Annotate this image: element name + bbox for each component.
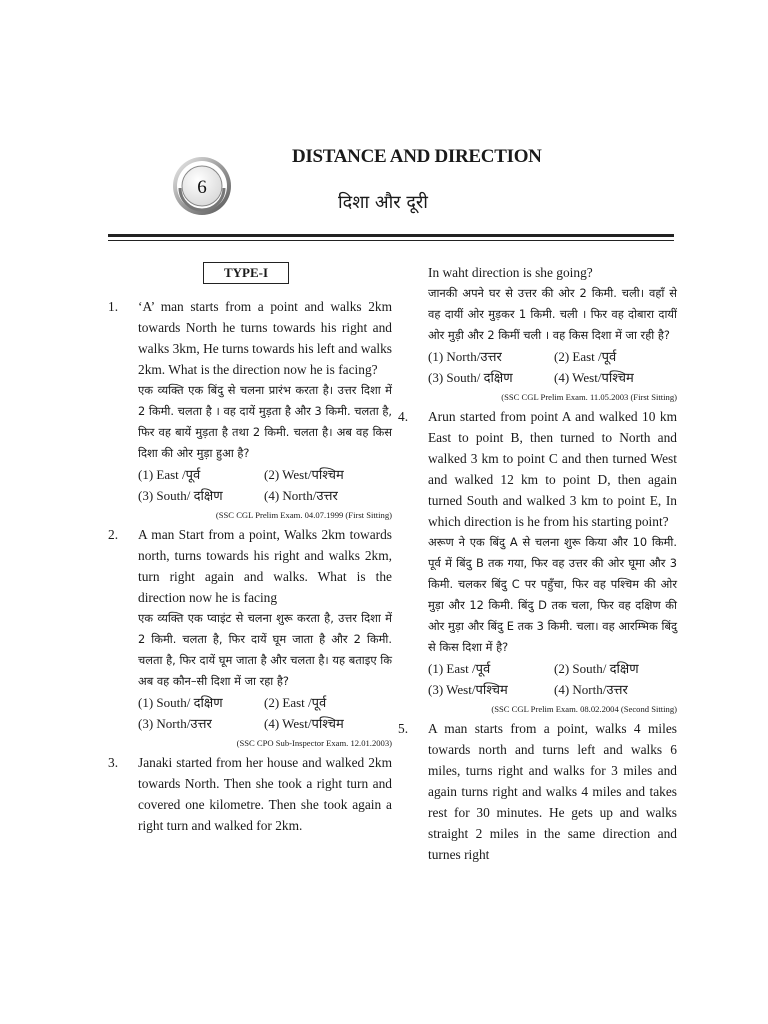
chapter-title-english: DISTANCE AND DIRECTION: [292, 146, 542, 167]
exam-source: (SSC CPO Sub-Inspector Exam. 12.01.2003): [236, 738, 392, 748]
option: (3) South/ दक्षिण: [428, 370, 513, 385]
question-number: 4.: [398, 409, 409, 424]
option: (4) West/पश्चिम: [264, 716, 344, 731]
left-column: [108, 262, 392, 836]
option: (4) North/उत्तर: [554, 682, 628, 697]
question-text-english: ‘A’ man starts from a point and walks 2km towards North he turns towards his right and walks 3km, He turns towards his left and walks 2km. What is the direction now he is facing?: [138, 299, 393, 377]
question-text-english: Arun started from point A and walked 10 km East to point B, then turned to North and walked 3 km to point C and then turned West and walked 12 km to point D, then again turned South and walked 3 km to point E, In which direction is he from his starting point?: [428, 409, 677, 529]
chapter-number: 6: [197, 177, 207, 198]
exam-source: (SSC CGL Prelim Exam. 04.07.1999 (First Sitting): [215, 510, 392, 520]
option: (4) West/पश्चिम: [554, 370, 634, 385]
question-text-hindi: एक व्यक्ति एक बिंदु से चलना प्रारंभ करता है। उत्तर दिशा में 2 किमी. चलता है । वह दायें मुड़ता है और 3 किमी. चलता है, फिर वह बायें मुड़ता है तथा 2 किमी. चलता है। अब वह किस दिशा की ओर मुड़ा हुआ है?: [138, 383, 392, 460]
section-type-label: TYPE-I: [203, 262, 289, 284]
options: [428, 346, 677, 388]
question-text-english-continued: In waht direction is she going?: [428, 265, 593, 280]
question-text-hindi: जानकी अपने घर से उत्तर की ओर 2 किमी. चली। वहाँ से वह दायीं ओर मुड़कर 1 किमी. चली । फिर वह दोबारा दायीं ओर मुड़ी और 2 किमीं चली । वह किस दिशा में जा रही है?: [428, 286, 677, 342]
question-text-english: Janaki started from her house and walked 2km towards North. Then she took a right turn and covered one kilometre. Then she took again a right turn and walked for 2km.: [138, 755, 392, 833]
options: [428, 658, 677, 700]
question-number: 2.: [108, 527, 119, 542]
option: (2) East /पूर्व: [264, 695, 327, 710]
question-3-continued: [398, 262, 677, 406]
question-text-english: A man starts from a point, walks 4 miles towards north and turns left and walks 6 miles, turns right and walks for 3 miles and again turns right and walks 4 miles and takes rest for 30 minutes. He gets up and walks straight 2 miles in the same direction and turnes right: [428, 721, 677, 862]
question-number: 1.: [108, 299, 119, 314]
option: (3) North/उत्तर: [138, 716, 212, 731]
question-text-english: A man Start from a point, Walks 2km towards north, turns towards his right and walks 2km, turn right again and walks. What is the direction now he is facing: [138, 527, 392, 605]
option: (3) West/पश्चिम: [428, 682, 508, 697]
option: (3) South/ दक्षिण: [138, 488, 223, 503]
right-column: [398, 262, 677, 865]
chapter-title-hindi: दिशा और दूरी: [338, 192, 428, 213]
header-divider-thick: [108, 234, 674, 237]
question-2: [108, 524, 392, 752]
option: (4) North/उत्तर: [264, 488, 338, 503]
option: (2) South/ दक्षिण: [554, 661, 639, 676]
option: (2) West/पश्चिम: [264, 467, 344, 482]
question-number: 5.: [398, 721, 409, 736]
question-text-hindi: एक व्यक्ति एक प्वाइंट से चलना शुरू करता है, उत्तर दिशा में 2 किमी. चलता है, फिर दायें घूम जाता है और 2 किमी. चलता है, फिर दायें घूम जाता है और चलता है। यह बताइए कि अब वह कौन–सी दिशा में जा रहा है?: [138, 611, 392, 688]
question-1: [108, 296, 392, 524]
question-5: [398, 718, 677, 865]
options: [138, 464, 392, 506]
question-3: [108, 752, 392, 836]
exam-source: (SSC CGL Prelim Exam. 11.05.2003 (First Sitting): [501, 392, 677, 402]
option: (1) East /पूर्व: [138, 467, 201, 482]
option: (1) North/उत्तर: [428, 349, 502, 364]
option: (2) East /पूर्व: [554, 349, 617, 364]
chapter-number-badge: [172, 156, 232, 216]
exam-source: (SSC CGL Prelim Exam. 08.02.2004 (Second Sitting): [491, 704, 677, 714]
question-4: [398, 406, 677, 718]
option: (1) East /पूर्व: [428, 661, 491, 676]
option: (1) South/ दक्षिण: [138, 695, 223, 710]
question-number: 3.: [108, 755, 119, 770]
question-text-hindi: अरूण ने एक बिंदु A से चलना शुरू किया और 10 किमी. पूर्व में बिंदु B तक गया, फिर वह उत्तर की ओर घूमा और 3 किमी. चलकर बिंदु C पर पहुँचा, फिर वह पश्चिम की ओर मुड़ा और 12 किमी. बिंदु D तक चला, फिर वह दक्षिण की ओर मुड़ा और बिंदु E तक 3 किमी. चला। वह आरम्भिक बिंदु से किस दिशा में है?: [428, 535, 677, 654]
header-divider-thin: [108, 240, 674, 241]
options: [138, 692, 392, 734]
